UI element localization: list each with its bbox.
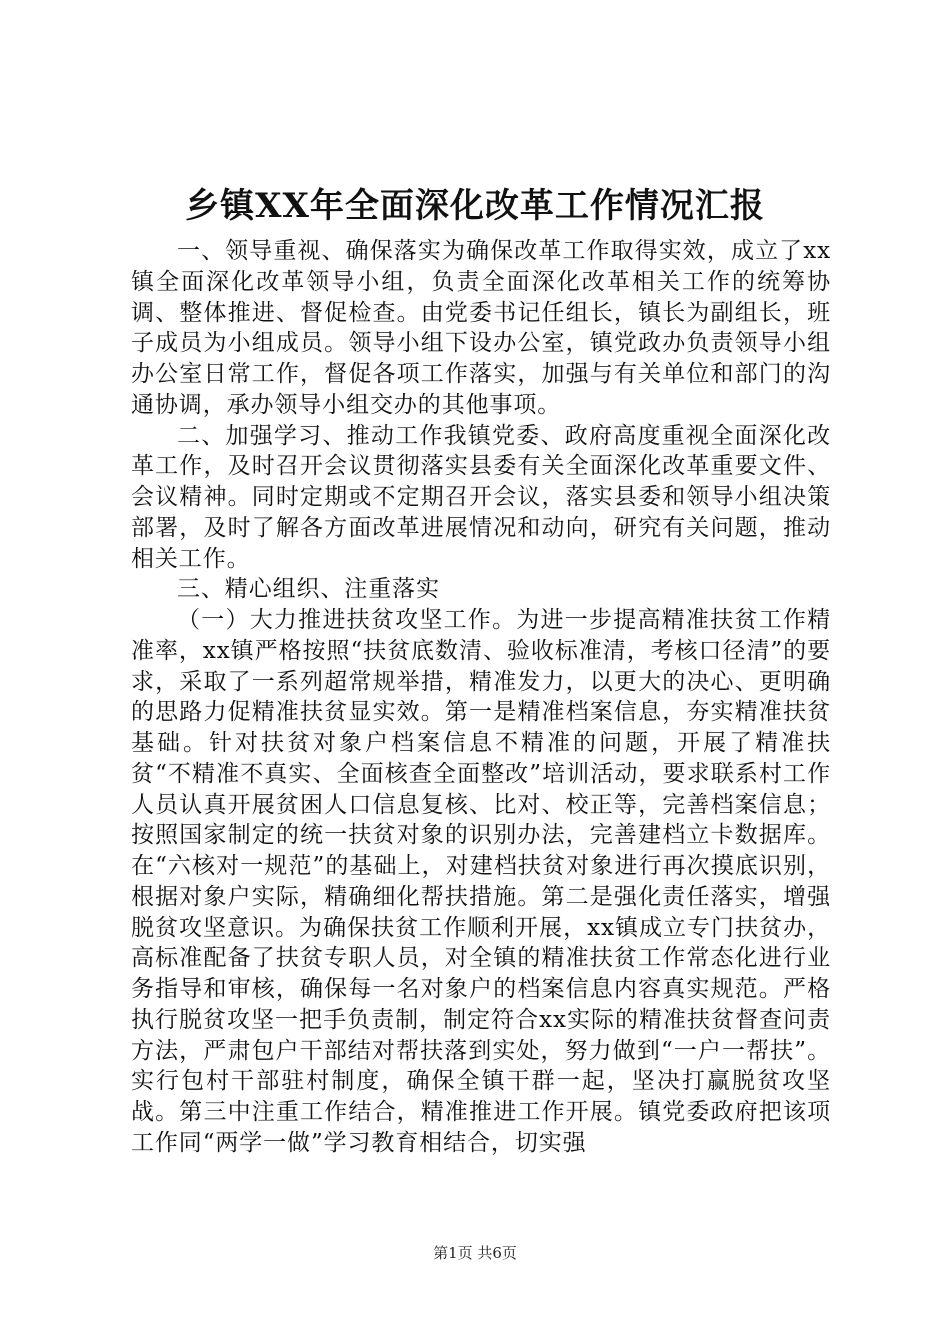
document-title: 乡镇XX年全面深化改革工作情况汇报	[185, 186, 765, 226]
document-body	[131, 236, 831, 1159]
paragraph-leadership: 一、领导重视、确保落实为确保改革工作取得实效，成立了xx镇全面深化改革领导小组，负责全面深化改革相关工作的统筹协调、整体推进、督促检查。由党委书记任组长，镇长为副组长，班子成员为小组成员。领导小组下设办公室，镇党政办负责领导小组办公室日常工作，督促各项工作落实，加强与有关单位和部门的沟通协调，承办领导小组交办的其他事项。	[131, 238, 831, 418]
page-footer: 第1页 共6页	[433, 1244, 517, 1262]
paragraph-section-three-heading: 三、精心组织、注重落实	[177, 576, 440, 603]
paragraph-study: 二、加强学习、推动工作我镇党委、政府高度重视全面深化改革工作，及时召开会议贯彻落实县委有关全面深化改革重要文件、会议精神。同时定期或不定期召开会议，落实县委和领导小组决策部署，及时了解各方面改革进展情况和动向，研究有关问题，推动相关工作。	[131, 422, 831, 572]
paragraph-poverty-alleviation: （一）大力推进扶贫攻坚工作。为进一步提高精准扶贫工作精准率，xx镇严格按照“扶贫底数清、验收标准清，考核口径清”的要求，采取了一系列超常规举措，精准发力，以更大的决心、更明确的思路力促精准扶贫显实效。第一是精准档案信息，夯实精准扶贫基础。针对扶贫对象户档案信息不精准的问题，开展了精准扶贫“不精准不真实、全面核查全面整改”培训活动，要求联系村工作人员认真开展贫困人口信息复核、比对、校正等，完善档案信息；按照国家制定的统一扶贫对象的识别办法，完善建档立卡数据库。在“六核对一规范”的基础上，对建档扶贫对象进行再次摸底识别，根据对象户实际，精确细化帮扶措施。第二是强化责任落实，增强脱贫攻坚意识。为确保扶贫工作顺利开展，xx镇成立专门扶贫办，高标准配备了扶贫专职人员，对全镇的精准扶贫工作常态化进行业务指导和审核，确保每一名对象户的档案信息内容真实规范。严格执行脱贫攻坚一把手负责制，制定符合xx实际的精准扶贫督查问责方法，严肃包户干部结对帮扶落到实处，努力做到“一户一帮扶”。实行包村干部驻村制度，确保全镇干群一起，坚决打赢脱贫攻坚战。第三中注重工作结合，精准推进工作开展。镇党委政府把该项工作同“两学一做”学习教育相结合，切实强	[131, 607, 831, 1156]
